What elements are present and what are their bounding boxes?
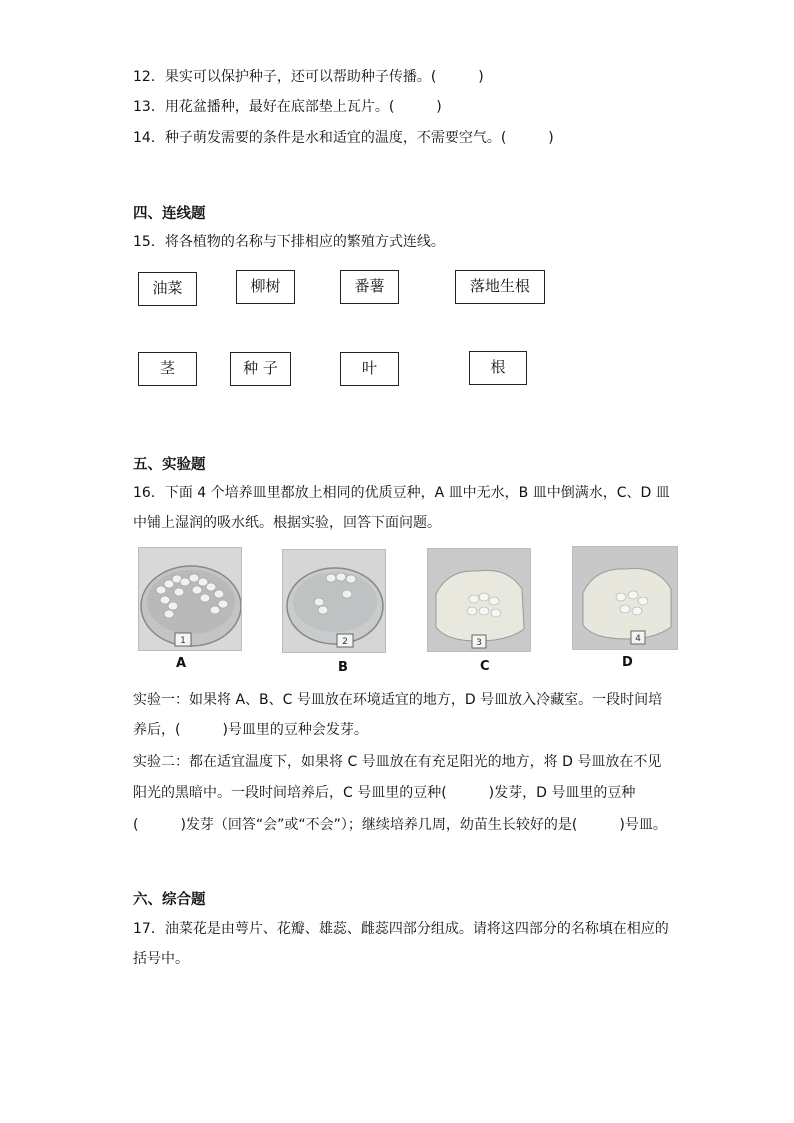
experiment-2-line-2: 阳光的黑暗中。一段时间培养后，C 号皿里的豆种( )发芽，D 号皿里的豆种 [133,785,636,801]
plant-box-kalanchoe[interactable]: 落地生根 [455,270,545,304]
section-4-heading: 四、连线题 [133,206,206,222]
dish-label-c: C [480,659,490,674]
question-17-line-2: 括号中。 [133,951,189,967]
dish-label-a: A [176,656,187,671]
petri-dish-image-b [282,549,386,653]
method-box-seed[interactable]: 种 子 [230,352,291,386]
dish-label-d: D [622,655,633,670]
plant-box-rapeseed[interactable]: 油菜 [138,272,197,306]
section-6-heading: 六、综合题 [133,892,206,908]
petri-dish-image-c [427,548,531,652]
question-15: 15．将各植物的名称与下排相应的繁殖方式连线。 [133,234,445,250]
question-17-line-1: 17．油菜花是由萼片、花瓣、雄蕊、雌蕊四部分组成。请将这四部分的名称填在相应的 [133,921,669,937]
question-13: 13．用花盆播种，最好在底部垫上瓦片。( ) [133,99,442,115]
question-16-line-2: 中铺上湿润的吸水纸。根据实验，回答下面问题。 [133,515,441,531]
question-12: 12．果实可以保护种子，还可以帮助种子传播。( ) [133,69,484,85]
experiment-2-line-1: 实验二：都在适宜温度下，如果将 C 号皿放在有充足阳光的地方，将 D 号皿放在不见 [133,754,662,770]
section-5-heading: 五、实验题 [133,457,206,473]
dish-tag-1: 1 [180,636,186,646]
plant-box-sweet-potato[interactable]: 番薯 [340,270,399,304]
method-box-leaf[interactable]: 叶 [340,352,399,386]
question-14: 14．种子萌发需要的条件是水和适宜的温度，不需要空气。( ) [133,130,554,146]
question-16-line-1: 16．下面 4 个培养皿里都放上相同的优质豆种，A 皿中无水，B 皿中倒满水，C、D 皿 [133,485,670,501]
petri-dish-image-a [138,547,242,651]
dish-tag-4: 4 [635,634,641,644]
dish-tag-3: 3 [476,638,482,648]
experiment-2-line-3: ( )发芽（回答“会”或“不会”）；继续培养几周，幼苗生长较好的是( )号皿。 [133,817,667,833]
method-box-stem[interactable]: 茎 [138,352,197,386]
dish-label-b: B [338,660,348,675]
experiment-1-line-1: 实验一：如果将 A、B、C 号皿放在环境适宜的地方，D 号皿放入冷藏室。一段时间培 [133,692,663,708]
petri-dish-image-d [572,546,678,650]
method-box-root[interactable]: 根 [469,351,527,385]
experiment-1-line-2: 养后，( )号皿里的豆种会发芽。 [133,722,368,738]
dish-tag-2: 2 [342,637,348,647]
plant-box-willow[interactable]: 柳树 [236,270,295,304]
